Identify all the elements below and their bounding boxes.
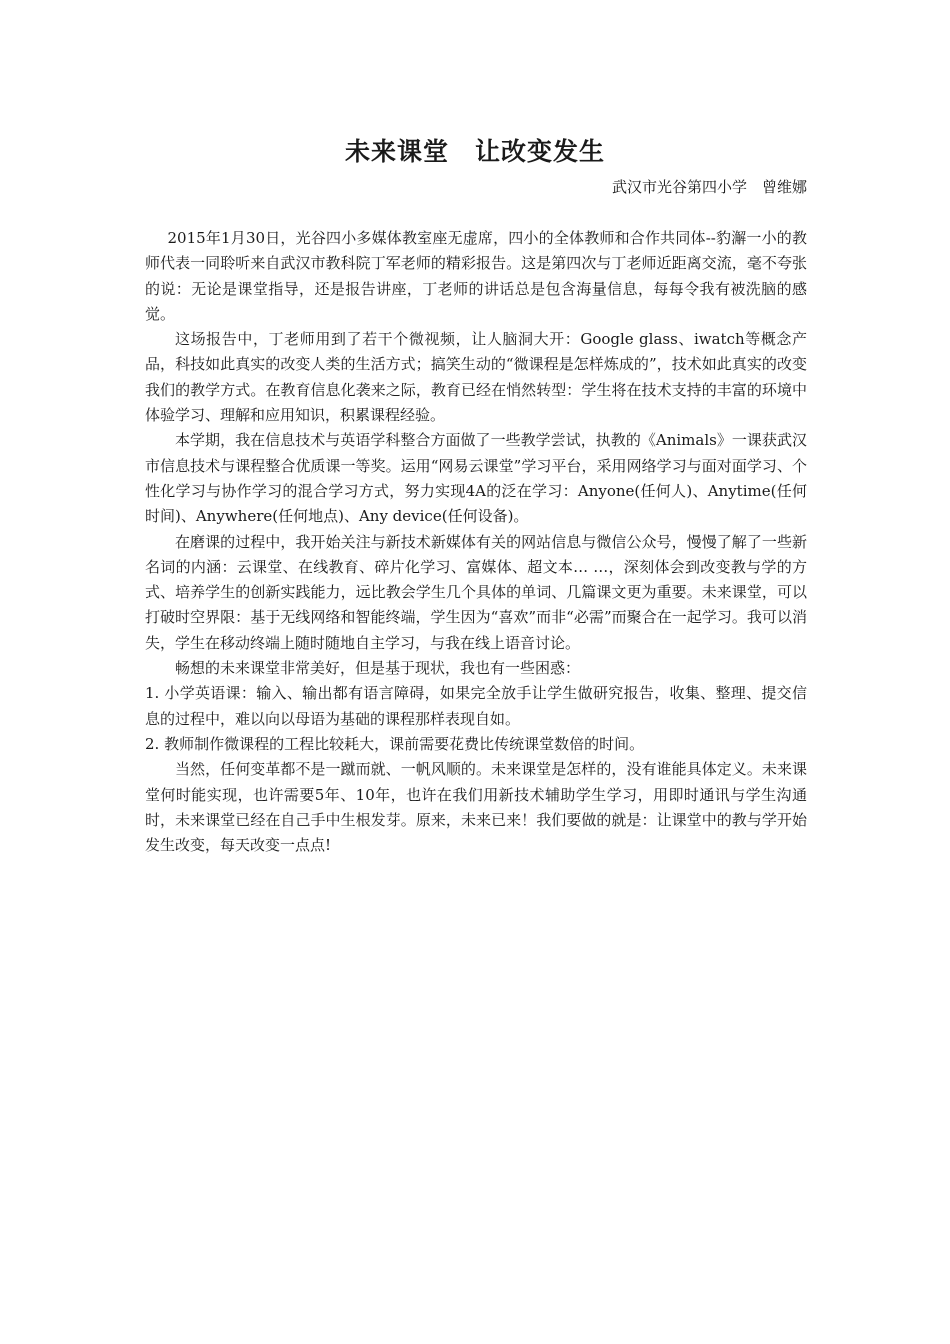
paragraph-8: 当然，任何变革都不是一蹴而就、一帆风顺的。未来课堂是怎样的，没有谁能具体定义。未来课堂何时能实现，也许需要5年、10年，也许在我们用新技术辅助学生学习，用即时通讯与学生沟通时，未来课堂已经在自己手中生根发芽。原来，未来已来！我们要做的就是：让课堂中的教与学开始发生改变，每天改变一点点! [145,760,807,855]
document-author: 武汉市光谷第四小学 曾维娜 [611,178,807,196]
paragraph-5: 畅想的未来课堂非常美好，但是基于现状，我也有一些困惑： [175,659,581,678]
paragraph-3: 本学期，我在信息技术与英语学科整合方面做了一些教学尝试，执教的《Animals》一课获武汉市信息技术与课程整合优质课一等奖。运用“网易云课堂”学习平台，采用网络学习与面对面学习、个性化学习与协作学习的混合学习方式，努力实现4A的泛在学习：Anyone(任何人)、Anytime(任何时间)、Anywhere(任何地点)、Any device(任何设备)。 [145,431,807,526]
list-item-1: 1. 小学英语课：输入、输出都有语言障碍，如果完全放手让学生做研究报告，收集、整理、提交信息的过程中，难以向以母语为基础的课程那样表现自如。 [145,684,807,728]
document-body [145,226,807,858]
paragraph-1: 2015年1月30日，光谷四小多媒体教室座无虚席，四小的全体教师和合作共同体--豹澥一小的教师代表一同聆听来自武汉市教科院丁军老师的精彩报告。这是第四次与丁老师近距离交流，毫不夸张的说：无论是课堂指导，还是报告讲座，丁老师的讲话总是包含海量信息，每每令我有被洗脑的感觉。 [145,229,807,323]
list-item-2: 2. 教师制作微课程的工程比较耗大，课前需要花费比传统课堂数倍的时间。 [145,734,645,753]
paragraph-4: 在磨课的过程中，我开始关注与新技术新媒体有关的网站信息与微信公众号，慢慢了解了一些新名词的内涵：云课堂、在线教育、碎片化学习、富媒体、超文本… …，深刻体会到改变教与学的方式、培养学生的创新实践能力，远比教会学生几个具体的单词、几篇课文更为重要。未来课堂，可以打破时空界限：基于无线网络和智能终端，学生因为“喜欢”而非“必需”而聚合在一起学习。我可以消失，学生在移动终端上随时随地自主学习，与我在线上语音讨论。 [145,532,807,652]
document-title: 未来课堂 让改变发生 [344,137,605,166]
paragraph-2: 这场报告中，丁老师用到了若干个微视频，让人脑洞大开：Google glass、iwatch等概念产品，科技如此真实的改变人类的生活方式；搞笑生动的“微课程是怎样炼成的”，技术如此真实的改变我们的教学方式。在教育信息化袭来之际，教育已经在悄然转型：学生将在技术支持的丰富的环境中体验学习、理解和应用知识，积累课程经验。 [145,330,807,425]
